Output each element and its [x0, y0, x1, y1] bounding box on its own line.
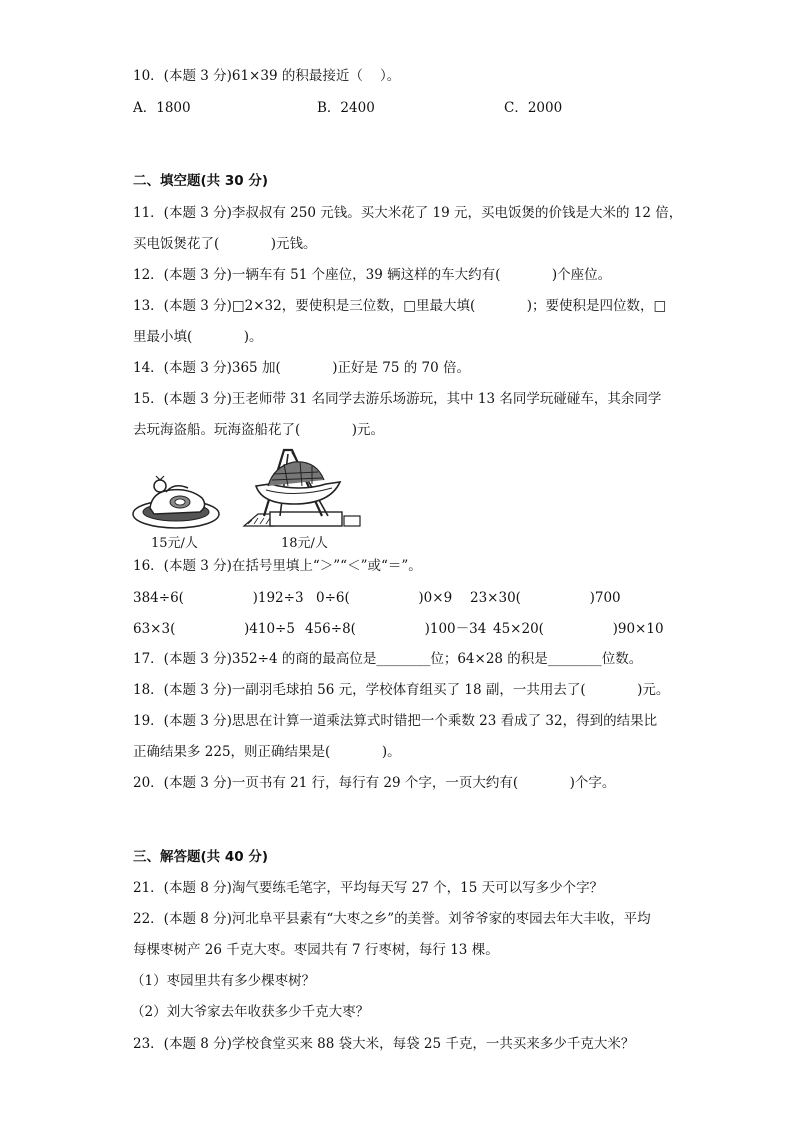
question-19-line1: 19．(本题 3 分)思思在计算一道乘法算式时错把一个乘数 23 看成了 32，得到的结果比: [133, 713, 658, 729]
question-22-sub2: （2）刘大爷家去年收获多少千克大枣？: [131, 1004, 370, 1020]
option-a: A．1800: [133, 100, 191, 116]
compare-item: 63×3( )410÷5: [133, 621, 295, 637]
compare-item: 23×30( )700: [470, 590, 621, 606]
question-20: 20．(本题 3 分)一页书有 21 行，每行有 29 个字，一页大约有( )个字。: [133, 775, 616, 791]
bumper-car-icon: [130, 468, 222, 532]
question-17: 17．(本题 3 分)352÷4 的商的最高位是________位；64×28 的积是________位数。: [133, 651, 643, 667]
section-title-problems: 三、解答题(共 40 分): [133, 849, 269, 865]
section-title-fill-in: 二、填空题(共 30 分): [133, 173, 269, 189]
compare-item: 456÷8( )100－34: [305, 621, 487, 637]
option-b: B．2400: [317, 100, 375, 116]
pirate-ship-price: 18元/人: [281, 536, 328, 551]
bumper-car-price: 15元/人: [151, 536, 198, 551]
question-10: 10．(本题 3 分)61×39 的积最接近（ ）。: [133, 68, 401, 84]
question-13-line2: 里最小填( )。: [133, 329, 263, 345]
question-13-line1: 13．(本题 3 分)□2×32，要使积是三位数，□里最大填( )；要使积是四位数，□: [133, 298, 667, 314]
question-14: 14．(本题 3 分)365 加( )正好是 75 的 70 倍。: [133, 360, 470, 376]
pirate-ship-icon: [240, 446, 364, 532]
question-19-line2: 正确结果多 225，则正确结果是( )。: [133, 744, 401, 760]
question-22-line2: 每棵枣树产 26 千克大枣。枣园共有 7 行枣树，每行 13 棵。: [133, 942, 499, 958]
question-21: 21．(本题 8 分)淘气要练毛笔字，平均每天写 27 个，15 天可以写多少个字？: [133, 880, 604, 896]
compare-item: 384÷6( )192÷3: [133, 590, 304, 606]
question-15-line1: 15．(本题 3 分)王老师带 31 名同学去游乐场游玩，其中 13 名同学玩碰碰车，其余同学: [133, 391, 662, 407]
question-15-line2: 去玩海盗船。玩海盗船花了( )元。: [133, 422, 385, 438]
compare-item: 0÷6( )0×9: [316, 590, 453, 606]
question-11-line2: 买电饭煲花了( )元钱。: [133, 236, 317, 252]
question-16: 16．(本题 3 分)在括号里填上“＞”“＜”或“＝”。: [133, 558, 422, 574]
compare-item: 45×20( )90×10: [493, 621, 664, 637]
question-11-line1: 11．(本题 3 分)李叔叔有 250 元钱。买大米花了 19 元，买电饭煲的价钱是大米的 12 倍，: [133, 205, 683, 221]
question-18: 18．(本题 3 分)一副羽毛球拍 56 元，学校体育组买了 18 副，一共用去了( )元。: [133, 682, 670, 698]
question-22-line1: 22．(本题 8 分)河北阜平县素有“大枣之乡”的美誉。刘爷爷家的枣园去年大丰收，平均: [133, 911, 651, 927]
option-c: C．2000: [504, 100, 563, 116]
question-22-sub1: （1）枣园里共有多少棵枣树？: [131, 973, 316, 989]
question-12: 12．(本题 3 分)一辆车有 51 个座位，39 辆这样的车大约有( )个座位。: [133, 267, 612, 283]
question-23: 23．(本题 8 分)学校食堂买来 88 袋大米，每袋 25 千克，一共买来多少千克大米？: [133, 1036, 635, 1052]
